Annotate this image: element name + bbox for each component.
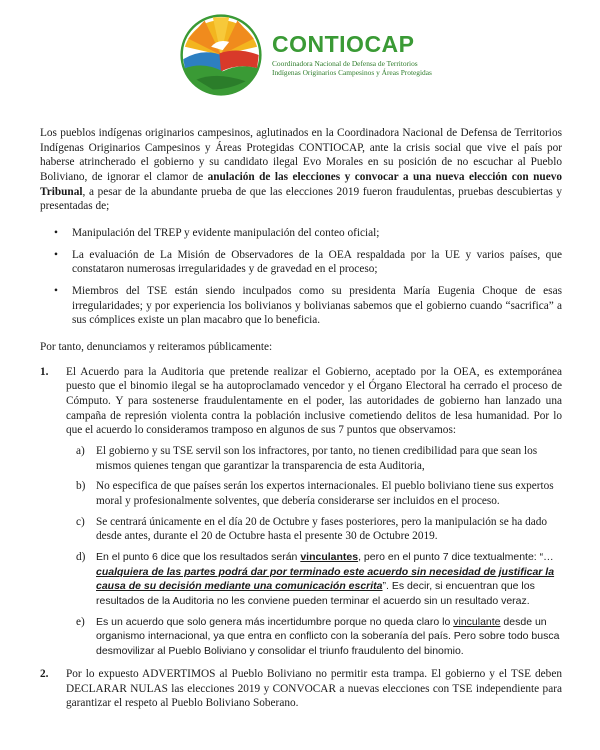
brand-block bbox=[272, 30, 432, 77]
contiocap-logo-icon bbox=[180, 14, 262, 96]
intro-bold-demand: anulación de las elecciones y convocar a una nueva elección con nuevo Tribunal bbox=[40, 171, 562, 198]
item-number: 1. bbox=[40, 365, 49, 378]
letterhead bbox=[180, 14, 432, 96]
document-body bbox=[40, 126, 562, 719]
org-name: CONTIOCAP bbox=[272, 30, 415, 57]
item-2-text: Por lo expuesto ADVERTIMOS al Pueblo Boliviano no permitir esta trampa. El gobierno y el TSE deben DECLARAR NULAS las elecciones 2019 y CONVOCAR a nuevas elecciones con TSE independiente para garantizar el respeto al Pueblo Boliviano Soberano. bbox=[66, 667, 562, 710]
observations-list bbox=[66, 444, 562, 659]
org-subtitle-line1: Coordinadora Nacional de Defensa de Territorios bbox=[272, 58, 418, 68]
numbered-item-1 bbox=[40, 365, 562, 659]
list-item: • La evaluación de La Misión de Observadores de la OEA respaldada por la UE y varios países, que constataron numerosas irregularidades y de gravedad en el proceso; bbox=[54, 248, 562, 276]
vinculante-emphasis: vinculante bbox=[453, 615, 501, 628]
evidence-list bbox=[40, 226, 562, 328]
bullet-icon: • bbox=[54, 285, 58, 298]
item-number: 2. bbox=[40, 667, 49, 680]
quoted-clause: cualquiera de las partes podrá dar por terminado este acuerdo sin necesidad de justificar la causa de su decisión mediante una comunicación escrita bbox=[96, 565, 555, 593]
observation-d: d) En el punto 6 dice que los resultados serán vinculantes, pero en el punto 7 dice textualmente: “…cualquiera de las partes podrá dar por terminado este acuerdo sin necesidad de justificar la causa de su decisión mediante una comunicación escrita”. Es decir, si encuentran que los resultados de la Auditoria no les conviene pueden terminar el acuerdo sin un resultado veraz. bbox=[76, 551, 555, 608]
observation-a: a) El gobierno y su TSE servil son los infractores, por tanto, no tienen credibilidad para que sean los mismos quienes tengan que garantizar la transparencia de esta Auditoria, bbox=[76, 445, 538, 472]
list-item: • Manipulación del TREP y evidente manipulación del conteo oficial; bbox=[54, 227, 380, 240]
item-1-text: El Acuerdo para la Auditoria que pretende realizar el Gobierno, aceptado por la OEA, es extemporánea puesto que el binomio ilegal se ha autoproclamado vencedor y el Órgano Electoral ha cerrado el proceso de Cómputo. Y para sostenerse fraudulentamente en el poder, las autoridades de gobierno han lanzado una campaña de represión violenta contra la población inclusive cometiendo delitos de lesa humanidad. Por lo que el acuerdo lo consideramos tramposo en algunos de sus 7 puntos que observamos: bbox=[66, 365, 562, 437]
bullet-icon: • bbox=[54, 248, 58, 261]
bullet-icon: • bbox=[54, 227, 58, 240]
observation-c: c) Se centrará únicamente en el día 20 de Octubre y fases posteriores, pero la manipulación se ha dado desde antes, durante el 20 de Octubre hasta el presente 30 de Octubre 2019. bbox=[76, 515, 548, 543]
vinculantes-emphasis: vinculantes bbox=[300, 551, 359, 564]
numbered-item-2 bbox=[40, 667, 562, 711]
intro-text-2: , a pesar de la abundante prueba de que las elecciones 2019 fueron fraudulentas, pruebas descubiertas y presentadas de; bbox=[40, 185, 562, 213]
denouncement-lead: Por tanto, denunciamos y reiteramos públicamente: bbox=[40, 341, 273, 354]
observation-b: b) No especifica de que países serán los expertos internacionales. El pueblo boliviano tiene sus expertos moral y profesionalmente solventes, que debería considerarse ser incluidos en el proceso. bbox=[76, 480, 554, 508]
org-subtitle bbox=[272, 60, 432, 77]
org-subtitle-line2: Indígenas Originarios Campesinos y Áreas Protegidas bbox=[272, 67, 432, 77]
list-item: • Miembros del TSE están siendo inculpados como su presidenta María Eugenia Choque de esas irregularidades; y por experiencia los bolivianos y bolivianas sabemos que el gobierno cuando “sacrifica” a sus cómplices existe un plan macabro que lo beneficia. bbox=[54, 285, 562, 327]
intro-text-1: Los pueblos indígenas originarios campesinos, aglutinados en la Coordinadora Nacional de Defensa de Territorios Indígenas Originarios Campesinos y Áreas Protegidas CONTIOCAP, ante la crisis social que vive el país por haberse atrincherado el gobierno y su candidato ilegal Evo Morales en su posición de no escuchar al Pueblo Boliviano, de ignorar el clamor de bbox=[40, 127, 562, 184]
observation-e: e) Es un acuerdo que solo genera más incertidumbre porque no queda claro lo vinculante desde un organismo internacional, ya que entra en conflicto con la soberanía del país. Pero sobre todo busca desmovilizar al Pueblo Boliviano y consolidar el triunfo fraudulento del binomio. bbox=[76, 615, 560, 658]
intro-paragraph bbox=[40, 126, 562, 214]
